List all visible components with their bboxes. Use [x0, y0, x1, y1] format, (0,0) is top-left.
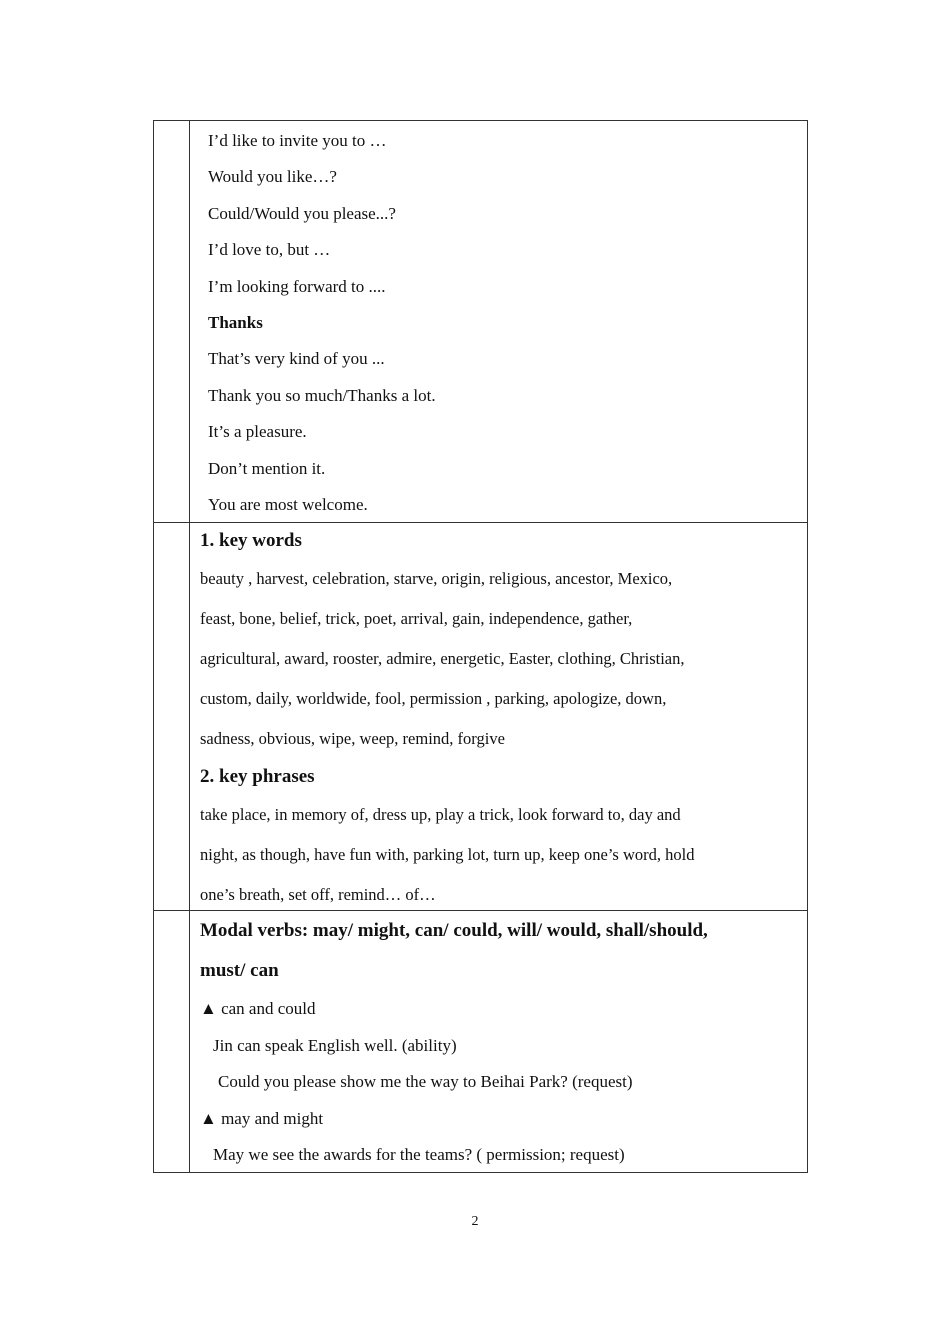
- invitation-line: I’d love to, but …: [208, 240, 331, 260]
- page-number: 2: [471, 1214, 479, 1229]
- key-words-line: custom, daily, worldwide, fool, permission , parking, apologize, down,: [200, 689, 667, 708]
- invitation-line: I’m looking forward to ....: [208, 276, 386, 296]
- invitation-line: I’d like to invite you to …: [208, 131, 387, 150]
- thanks-line: That’s very kind of you ...: [208, 349, 385, 369]
- thanks-line: It’s a pleasure.: [208, 422, 307, 442]
- example-sentence: Could you please show me the way to Beihai Park? (request): [218, 1072, 633, 1092]
- thanks-line: Don’t mention it.: [208, 458, 326, 478]
- content-table: [153, 120, 808, 1173]
- functions-row: [154, 121, 807, 522]
- grammar-heading: Modal verbs: may/ might, can/ could, will/ would, shall/should,: [200, 920, 708, 941]
- key-words-heading: 1. key words: [200, 530, 302, 551]
- vocabulary-cell: [190, 523, 807, 910]
- can-could-subheading: ▲ can and could: [200, 999, 316, 1018]
- invitation-line: Could/Would you please...?: [208, 203, 396, 223]
- grammar-cell: [190, 911, 807, 1172]
- thanks-heading: Thanks: [208, 312, 263, 332]
- label-cell: [154, 911, 190, 1172]
- key-words-line: feast, bone, belief, trick, poet, arrival, gain, independence, gather,: [200, 609, 633, 628]
- thanks-line: Thank you so much/Thanks a lot.: [208, 385, 436, 405]
- key-words-line: agricultural, award, rooster, admire, energetic, Easter, clothing, Christian,: [200, 649, 685, 668]
- invitation-line: Would you like…?: [208, 167, 337, 187]
- key-phrases-heading: 2. key phrases: [200, 766, 315, 787]
- key-phrases-line: take place, in memory of, dress up, play a trick, look forward to, day and: [200, 805, 681, 824]
- example-sentence: Jin can speak English well. (ability): [213, 1035, 457, 1055]
- label-cell: [154, 121, 190, 522]
- key-words-line: beauty , harvest, celebration, starve, origin, religious, ancestor, Mexico,: [200, 569, 673, 588]
- key-words-line: sadness, obvious, wipe, weep, remind, forgive: [200, 729, 505, 748]
- may-might-subheading: ▲ may and might: [200, 1108, 324, 1128]
- example-sentence: May we see the awards for the teams? ( permission; request): [213, 1145, 625, 1165]
- label-cell: [154, 523, 190, 910]
- key-phrases-line: one’s breath, set off, remind… of…: [200, 885, 436, 904]
- grammar-row: [154, 910, 807, 1172]
- key-phrases-line: night, as though, have fun with, parking lot, turn up, keep one’s word, hold: [200, 845, 695, 864]
- grammar-heading: must/ can: [200, 960, 279, 981]
- vocabulary-row: [154, 522, 807, 910]
- thanks-line: You are most welcome.: [208, 494, 368, 514]
- functions-cell: [190, 121, 807, 522]
